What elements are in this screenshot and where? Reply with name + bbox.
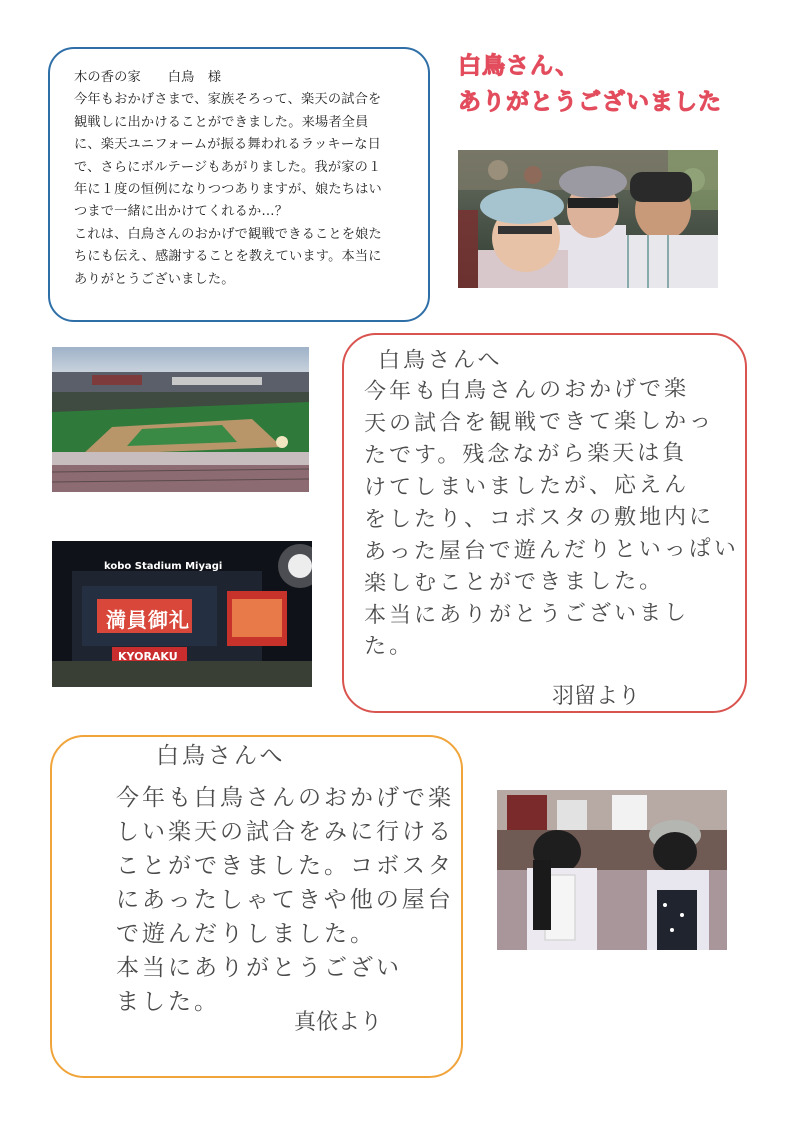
letter-haru-signature: 羽留より [552, 684, 641, 709]
letter-haru-line: 今年も白鳥さんのおかげで楽 [363, 376, 690, 405]
letter-haru-line: たです。残念ながら楽天は負 [363, 440, 688, 469]
letter-haru-line: あった屋台で遊んだりといっぱい [363, 536, 739, 565]
typed-letter-line: つまで一緒に出かけてくれるか…？ [74, 204, 289, 220]
typed-letter-line: 今年もおかげさまで、家族そろって、楽天の試合を [74, 92, 382, 108]
page-title [458, 48, 722, 120]
stadium-photo [52, 347, 309, 492]
typed-letter-line: ありがとうございました。 [74, 271, 235, 287]
letter-haru-line: けてしまいましたが、応えん [363, 472, 690, 501]
letter-mayu-line: にあったしゃてきや他の屋台 [116, 887, 454, 913]
scoreboard-ad: KYORAKU [118, 650, 178, 663]
letter-haru-greeting: 白鳥さんへ [377, 347, 503, 374]
typed-letter-line: これは、白鳥さんのおかげで観戦できることを娘た [74, 226, 382, 242]
letter-mayu-box [50, 735, 463, 1078]
stadium-photo-image [52, 347, 309, 492]
letter-mayu-line: で遊んだりしました。 [116, 921, 376, 947]
scoreboard-photo [52, 541, 312, 687]
title-line-2: ありがとうございました [458, 89, 722, 115]
typed-letter-line: に、楽天ユニフォームが振る舞われるラッキーな日 [74, 137, 381, 153]
letter-haru-line: た。 [363, 633, 415, 660]
letter-haru-line: 本当にありがとうございまし [363, 600, 690, 629]
family-photo-image [458, 150, 718, 288]
letter-mayu-line: ました。 [116, 989, 220, 1015]
family-photo [458, 150, 718, 288]
letter-haru-box [342, 333, 747, 713]
typed-letter-line: 年に１度の恒例になりつつありますが、娘たちはい [74, 182, 382, 198]
typed-letter-line: で、さらにボルテージもあがりました。我が家の１ [74, 159, 382, 175]
letter-haru-line: をしたり、コボスタの敷地内に [363, 504, 715, 533]
shop-photo [497, 790, 727, 950]
letter-mayu-line: 本当にありがとうござい [116, 955, 402, 981]
title-line-1: 白鳥さん、 [458, 53, 580, 79]
letter-haru-line: 天の試合を観戦できて楽しかっ [363, 408, 715, 437]
letter-haru-line: 楽しむことができました。 [363, 568, 665, 597]
typed-letter-line: 観戦しに出かけることができました。来場者全員 [74, 114, 369, 130]
letter-mayu-line: ことができました。コボスタ [116, 853, 454, 879]
scoreboard-sponsor: kobo Stadium Miyagi [104, 561, 223, 572]
letter-mayu-greeting: 白鳥さんへ [156, 743, 286, 769]
letter-mayu-line: しい楽天の試合をみに行ける [116, 819, 454, 845]
shop-photo-image [497, 790, 727, 950]
typed-letter-line: ちにも伝え、感謝することを教えています。本当に [74, 249, 382, 265]
typed-letter-salutation: 木の香の家 白鳥 様 [74, 70, 222, 85]
letter-mayu-line: 今年も白鳥さんのおかげで楽 [116, 785, 454, 811]
letter-mayu-signature: 真依より [294, 1010, 383, 1035]
scoreboard-banner: 満員御礼 [106, 608, 190, 632]
typed-letter-box [48, 47, 430, 322]
